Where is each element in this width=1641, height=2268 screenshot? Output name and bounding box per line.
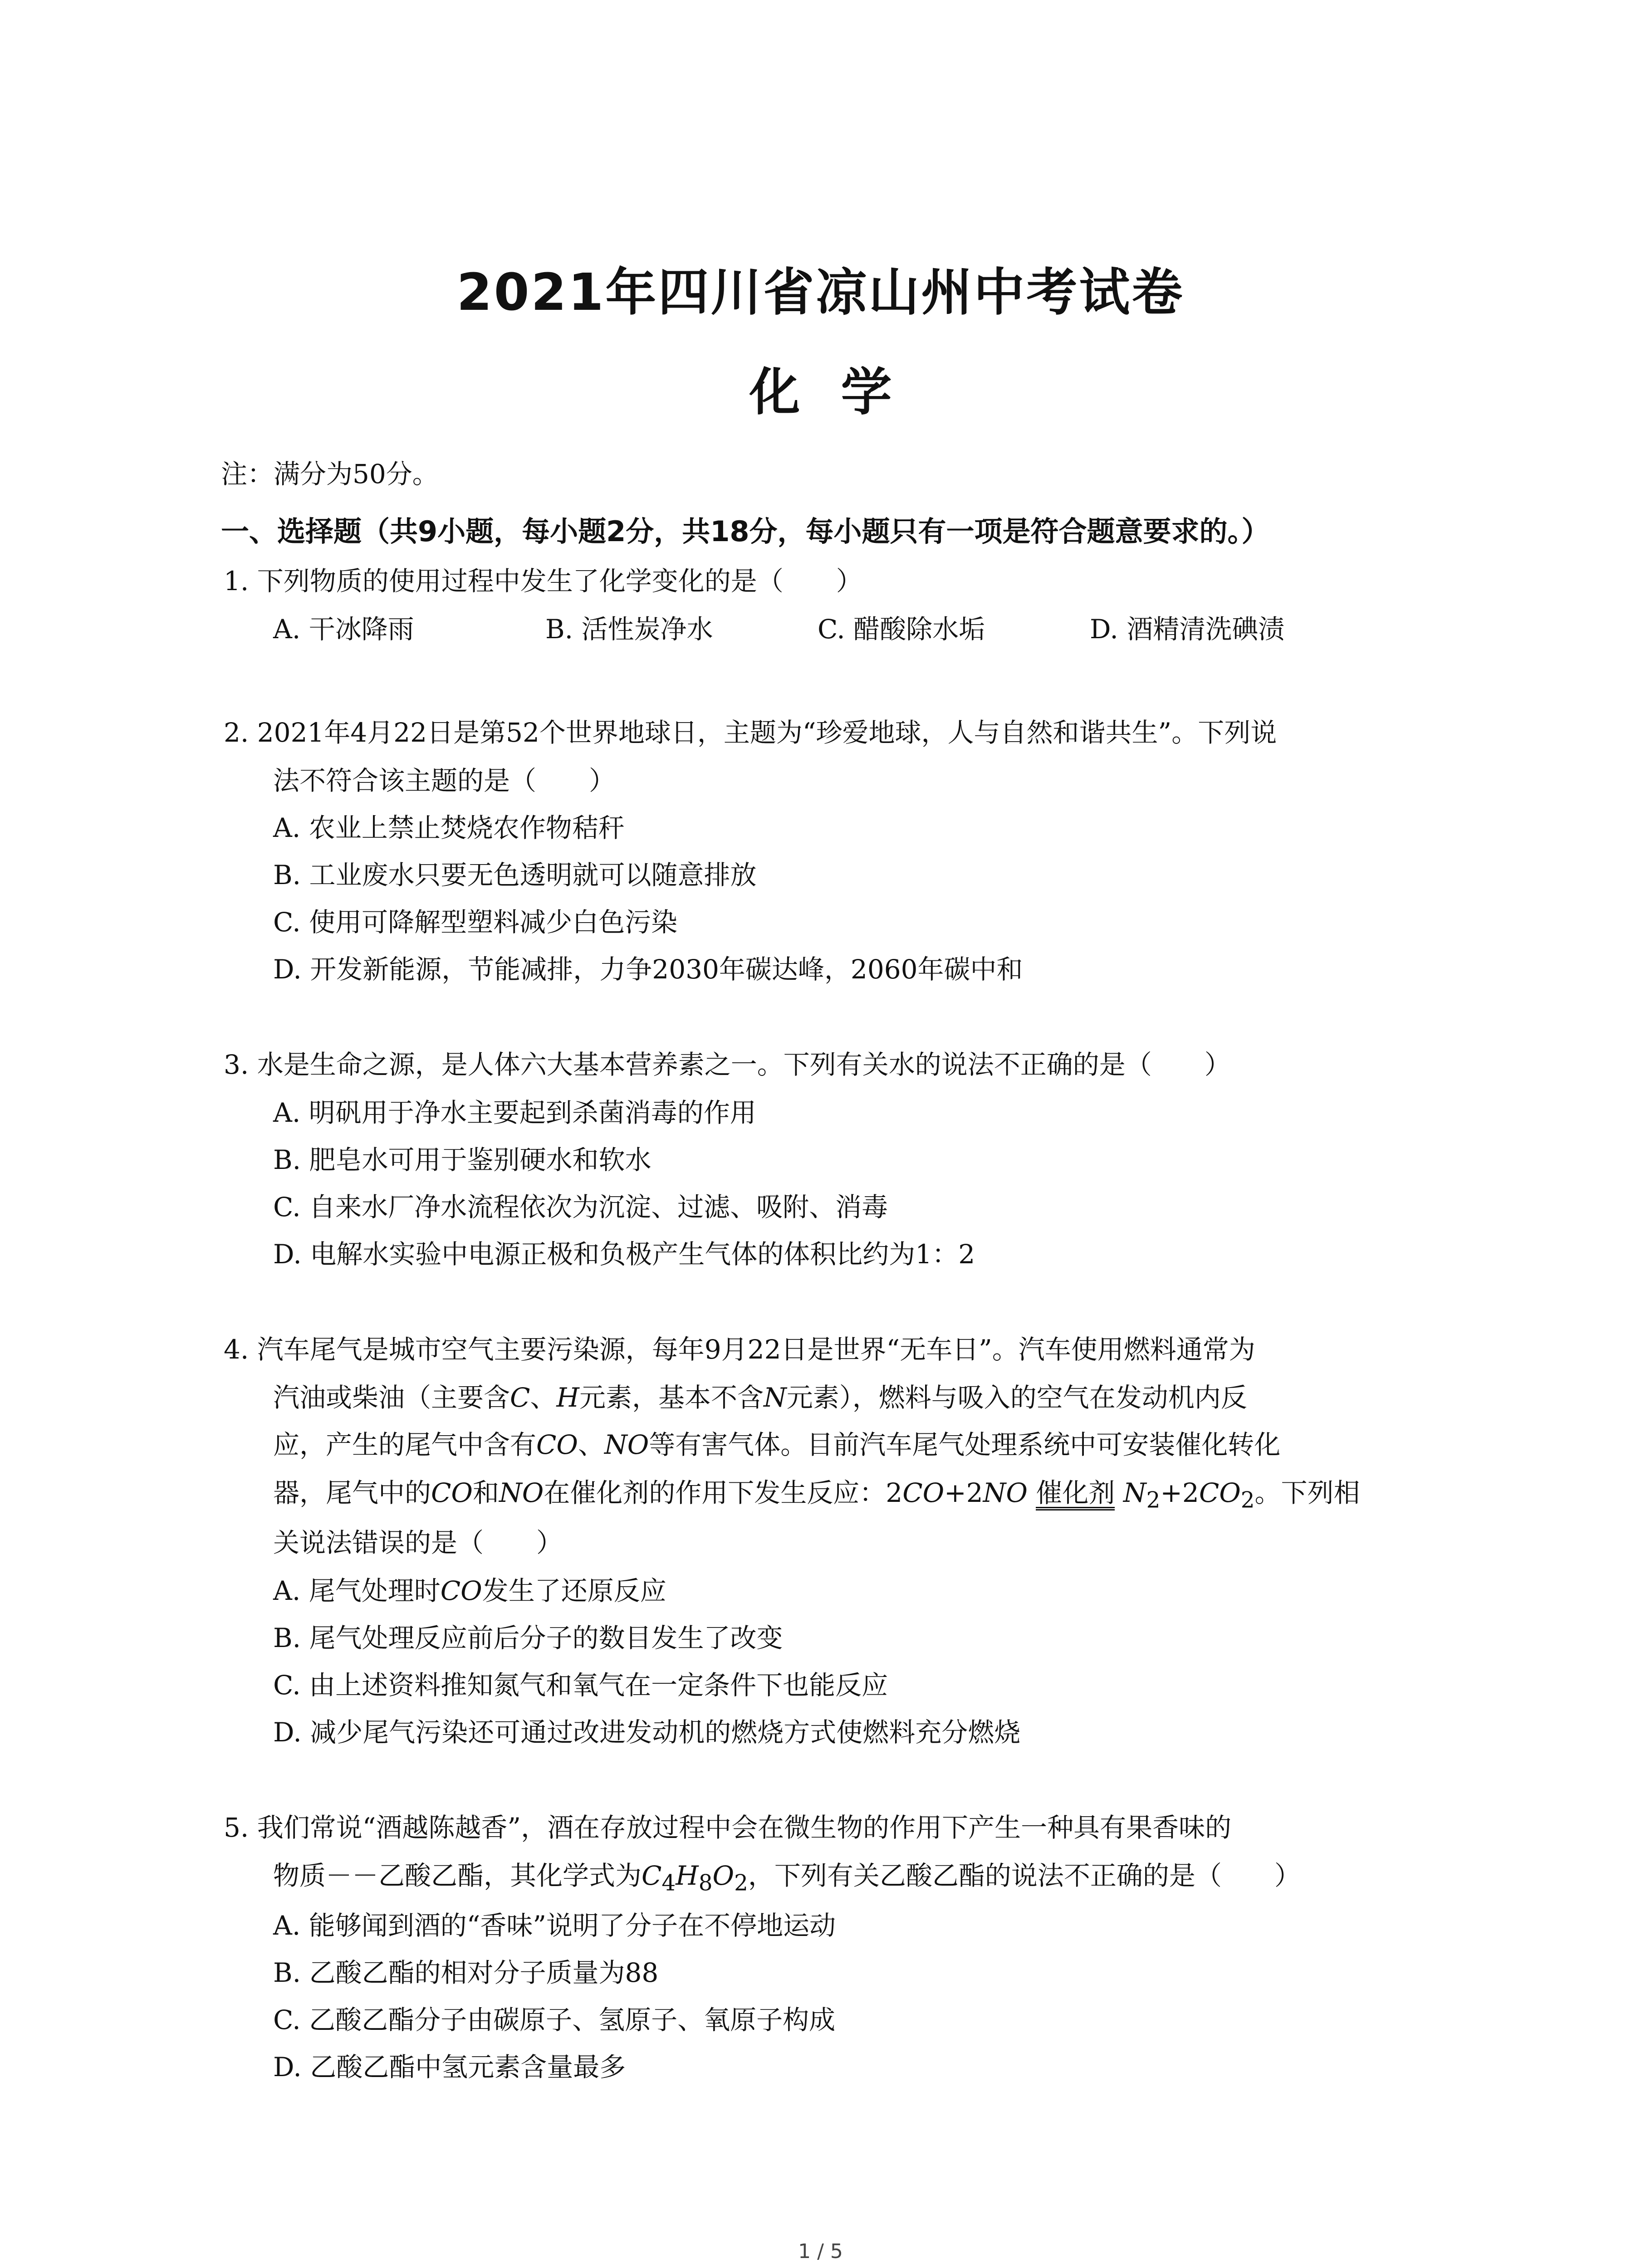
question-4-stem-line-1: 4. 汽车尾气是城市空气主要污染源，每年9月22日是世界“无车日”。汽车使用燃料通常为 xyxy=(224,1334,1255,1365)
option-a: A. 干冰降雨 xyxy=(273,614,414,645)
question-5-option-c: C. 乙酸乙酯分子由碳原子、氢原子、氧原子构成 xyxy=(273,2004,836,2035)
exam-title: 2021年四川省凉山州中考试卷 xyxy=(456,263,1185,322)
question-3-option-a: A. 明矾用于净水主要起到杀菌消毒的作用 xyxy=(273,1097,756,1128)
question-2-option-c: C. 使用可降解型塑料减少白色污染 xyxy=(273,907,678,938)
question-2-option-b: B. 工业废水只要无色透明就可以随意排放 xyxy=(273,860,757,890)
question-4-stem-line-5: 关说法错误的是（ ） xyxy=(273,1527,563,1558)
question-4-stem-line-3: 应，产生的尾气中含有CO、NO等有害气体。目前汽车尾气处理系统中可安装催化转化 xyxy=(273,1429,1281,1460)
score-note: 注：满分为50分。 xyxy=(221,459,439,489)
question-5-stem-line-2: 物质－－乙酸乙酯，其化学式为$C_4H_8O_2$，下列有关乙酸乙酯的说法不正确的是（ ） xyxy=(273,1860,1301,1896)
question-3-option-d: D. 电解水实验中电源正极和负极产生气体的体积比约为1：2 xyxy=(273,1239,975,1270)
question-4-option-a: A. 尾气处理时CO发生了还原反应 xyxy=(273,1575,666,1606)
question-2-stem-line-1: 2. 2021年4月22日是第52个世界地球日，主题为“珍爱地球，人与自然和谐共生”。下列说 xyxy=(224,717,1277,748)
question-2-option-d: D. 开发新能源，节能减排，力争2030年碳达峰，2060年碳中和 xyxy=(273,954,1023,985)
question-4-option-c: C. 由上述资料推知氮气和氧气在一定条件下也能反应 xyxy=(273,1670,888,1701)
section-heading: 一、选择题（共9小题，每小题2分，共18分，每小题只有一项是符合题意要求的。） xyxy=(221,515,1270,548)
question-5-option-b: B. 乙酸乙酯的相对分子质量为88 xyxy=(273,1957,659,1988)
question-3-stem: 3. 水是生命之源，是人体六大基本营养素之一。下列有关水的说法不正确的是（ ） xyxy=(224,1049,1231,1080)
question-4-stem-line-2: 汽油或柴油（主要含C、H元素，基本不含N元素），燃料与吸入的空气在发动机内反 xyxy=(273,1382,1247,1413)
exam-subject: 化学 xyxy=(749,363,933,422)
question-1-options xyxy=(273,614,1285,645)
question-3-option-b: B. 肥皂水可用于鉴别硬水和软水 xyxy=(273,1144,652,1175)
question-4-option-d: D. 减少尾气污染还可通过改进发动机的燃烧方式使燃料充分燃烧 xyxy=(273,1717,1021,1748)
option-b: B. 活性炭净水 xyxy=(545,614,713,645)
option-d: D. 酒精清洗碘渍 xyxy=(1090,614,1285,645)
question-3-option-c: C. 自来水厂净水流程依次为沉淀、过滤、吸附、消毒 xyxy=(273,1192,888,1222)
question-5-stem-line-1: 5. 我们常说“酒越陈越香”，酒在存放过程中会在微生物的作用下产生一种具有果香味的 xyxy=(224,1812,1232,1843)
question-2-stem-line-2: 法不符合该主题的是（ ） xyxy=(273,765,616,796)
question-5-option-a: A. 能够闻到酒的“香味”说明了分子在不停地运动 xyxy=(273,1910,836,1941)
question-4-option-b: B. 尾气处理反应前后分子的数目发生了改变 xyxy=(273,1623,783,1653)
question-1-stem: 1. 下列物质的使用过程中发生了化学变化的是（ ） xyxy=(224,566,862,596)
question-2-option-a: A. 农业上禁止焚烧农作物秸秆 xyxy=(273,812,625,843)
option-c: C. 醋酸除水垢 xyxy=(818,614,985,645)
catalyst-condition: 催化剂 xyxy=(1036,1480,1115,1510)
question-5-option-d: D. 乙酸乙酯中氢元素含量最多 xyxy=(273,2052,626,2082)
question-4-stem-line-4: 器，尾气中的CO和NO在催化剂的作用下发生反应：2CO+2NO 催化剂 $N_2+2CO_2$。下列相 xyxy=(273,1477,1360,1513)
page-number: 1 / 5 xyxy=(798,2240,843,2263)
